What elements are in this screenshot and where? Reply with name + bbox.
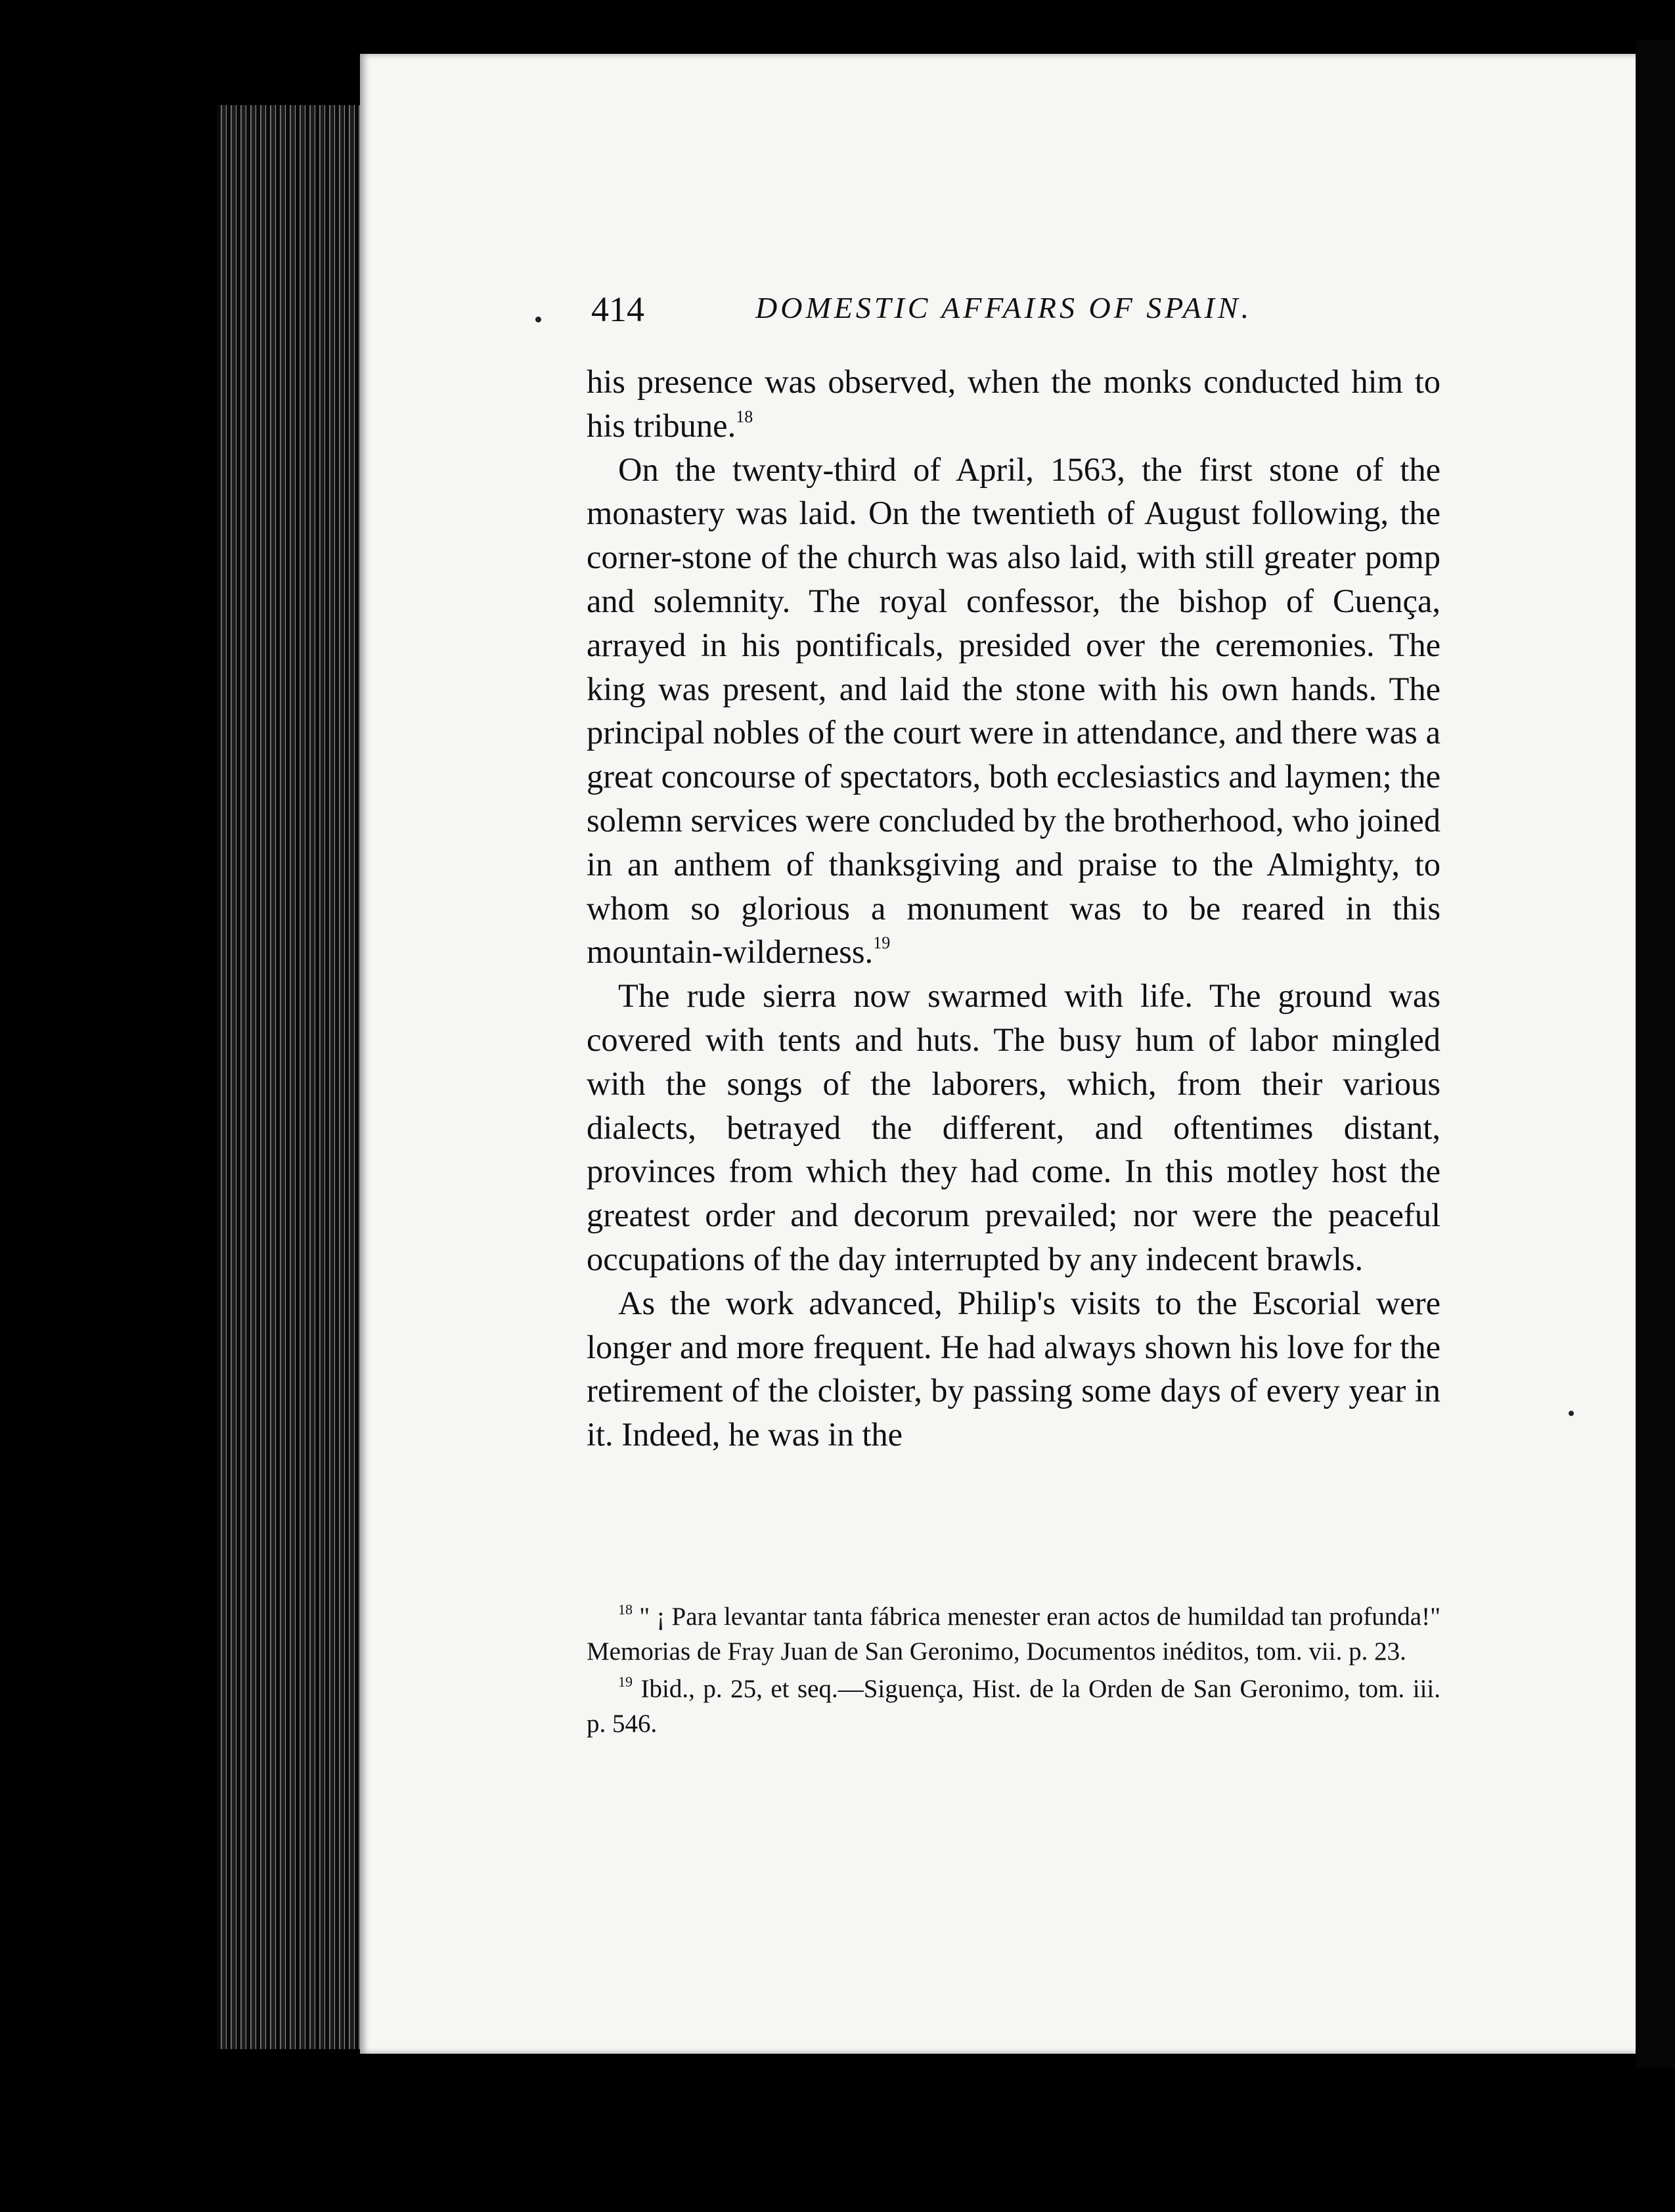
paragraph: [587, 974, 1440, 1281]
page-header: [591, 289, 1439, 342]
running-title: DOMESTIC AFFAIRS OF SPAIN.: [755, 291, 1253, 324]
footnote-ref: 19: [873, 933, 891, 953]
page-number: 414: [591, 290, 644, 329]
paragraph-text: On the twenty-third of April, 1563, the first stone of the monastery was laid. On the twentieth of August following, the corner-stone of the church was also laid, with still greater pomp and solemnity. The royal confessor, the bishop of Cuença, arrayed in his pontificals, presided over the ceremonies. The king was present, and laid the stone with his own hands. The principal nobles of the court were in attendance, and there was a great concourse of spectators, both ecclesiastics and laymen; the solemn services were concluded by the brotherhood, who joined in an anthem of thanksgiving and praise to the Almighty, to whom so glorious a monument was to be reared in this mountain-wilderness.: [587, 451, 1441, 971]
page-stack-edges: [217, 105, 368, 2049]
footnote-ref: 18: [736, 407, 753, 426]
paragraph-text: The rude sierra now swarmed with life. The ground was covered with tents and huts. The busy hum of labor mingled with the songs of the laborers, which, from their various dialects, betrayed the different, and oftentimes distant, provinces from which they had come. In this motley host the greatest order and decorum prevailed; nor were the peaceful occupations of the day interrupted by any indecent brawls.: [587, 977, 1440, 1277]
margin-speck: [535, 317, 541, 322]
footnote-text: " ¡ Para levantar tanta fábrica menester eran actos de humildad tan profunda!" Memorias de Fray Juan de San Geronimo, Documentos inéditos, tom. vii. p. 23.: [587, 1603, 1441, 1666]
body-text: [587, 360, 1440, 1457]
paragraph-text: As the work advanced, Philip's visits to the Escorial were longer and more frequent. He had always shown his love for the retirement of the cloister, by passing some days of every year in it. Indeed, he was in the: [587, 1284, 1440, 1453]
footnotes: [587, 1599, 1440, 1744]
paragraph: [587, 1281, 1440, 1457]
footnote-marker: 19: [618, 1673, 633, 1690]
footnote: [587, 1671, 1440, 1741]
paragraph: [587, 448, 1440, 975]
paragraph: [587, 360, 1440, 448]
margin-speck: [1569, 1411, 1574, 1416]
facing-page-edge: [1636, 39, 1675, 2069]
footnote: [587, 1599, 1440, 1669]
footnote-text: Ibid., p. 25, et seq.—Siguença, Hist. de la Orden de San Geronimo, tom. iii. p. 546.: [587, 1675, 1441, 1738]
footnote-marker: 18: [618, 1601, 633, 1618]
paragraph-text: his presence was observed, when the monks conducted him to his tribune.: [587, 363, 1440, 444]
